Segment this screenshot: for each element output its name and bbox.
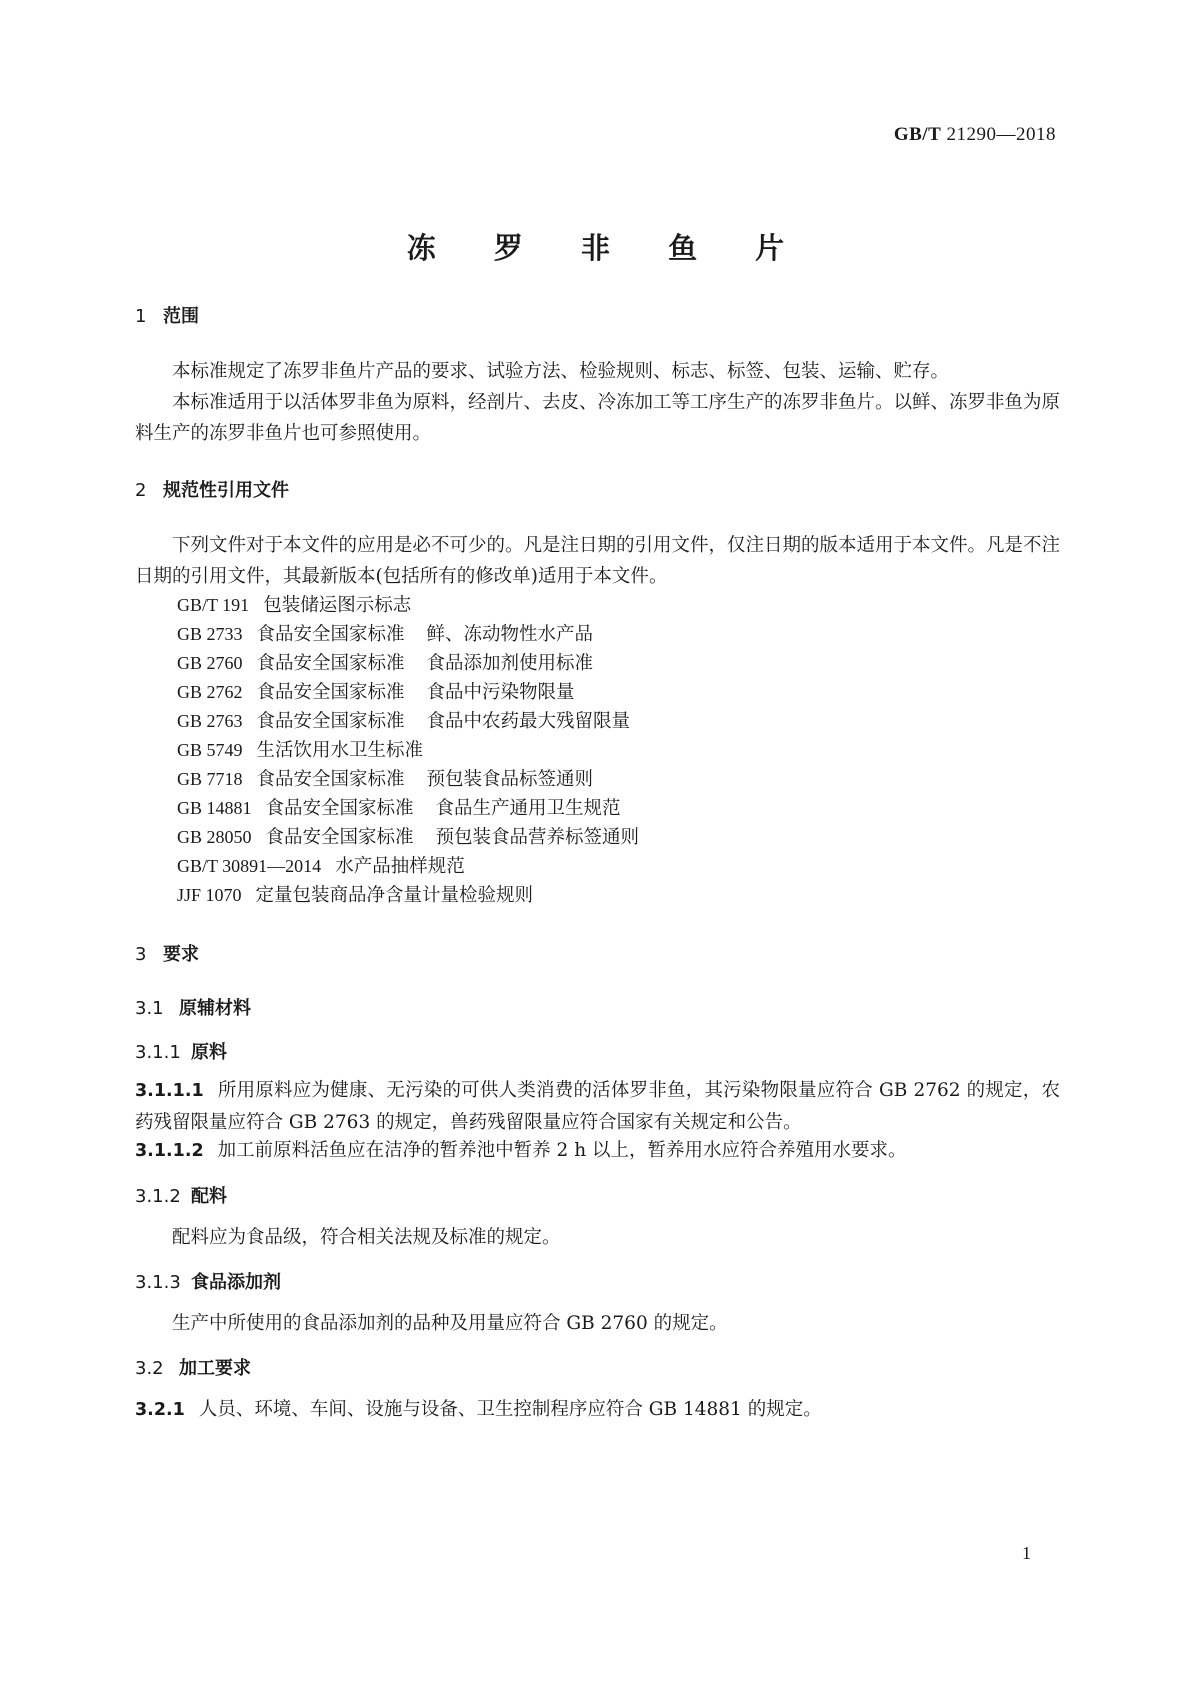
reference-subtitle: 食品中农药最大残留限量 xyxy=(426,711,631,732)
reference-title: 水产品抽样规范 xyxy=(335,856,465,877)
section-3-1-2-number: 3.1.2 xyxy=(135,1186,181,1207)
section-3-1-1-heading xyxy=(135,1038,227,1064)
clause-3-1-1-2 xyxy=(135,1135,1060,1167)
reference-title: 食品安全国家标准 xyxy=(256,682,405,703)
clause-3-1-1-1 xyxy=(135,1075,1060,1138)
reference-item xyxy=(177,793,621,824)
reference-item xyxy=(177,735,423,766)
reference-item xyxy=(177,822,639,853)
page-title: 冻 罗 非 鱼 片 xyxy=(406,231,809,265)
standard-code xyxy=(894,124,1056,146)
reference-subtitle: 鲜、冻动物性水产品 xyxy=(426,624,594,645)
clause-3-2-1-text: 人员、环境、车间、设施与设备、卫生控制程序应符合 GB 14881 的规定。 xyxy=(198,1399,822,1420)
section-3-number: 3 xyxy=(135,944,147,965)
reference-item xyxy=(177,880,533,911)
reference-code: GB 2733 xyxy=(177,624,243,644)
reference-title: 生活饮用水卫生标准 xyxy=(256,740,424,761)
section-3-1-2-heading xyxy=(135,1182,227,1208)
clause-3-1-2-text: 配料应为食品级，符合相关法规及标准的规定。 xyxy=(172,1227,561,1248)
section-3-heading xyxy=(135,940,199,966)
section-1-title: 范围 xyxy=(163,306,199,327)
reference-code: GB 2760 xyxy=(177,653,243,673)
normative-references-intro: 下列文件对于本文件的应用是必不可少的。凡是注日期的引用文件，仅注日期的版本适用于本文件。凡是不注日期的引用文件，其最新版本(包括所有的修改单)适用于本文件。 xyxy=(135,535,1061,587)
reference-item xyxy=(177,590,411,621)
clause-3-2-1-number: 3.2.1 xyxy=(135,1400,185,1420)
reference-item xyxy=(177,648,593,679)
reference-title: 食品安全国家标准 xyxy=(256,711,405,732)
reference-title: 食品安全国家标准 xyxy=(265,798,414,819)
reference-title: 食品安全国家标准 xyxy=(256,624,405,645)
reference-item xyxy=(177,764,593,795)
clause-3-1-1-1-text: 所用原料应为健康、无污染的可供人类消费的活体罗非鱼，其污染物限量应符合 GB 2762 的规定，农药残留限量应符合 GB 2763 的规定，兽药残留限量应符合国家有关规定和公告。 xyxy=(135,1080,1060,1133)
section-3-1-2-title: 配料 xyxy=(191,1186,227,1207)
reference-code: GB 14881 xyxy=(177,798,252,818)
reference-code: GB 5749 xyxy=(177,740,243,760)
reference-title: 食品安全国家标准 xyxy=(265,827,414,848)
reference-subtitle: 食品生产通用卫生规范 xyxy=(435,798,621,819)
reference-item xyxy=(177,677,575,708)
standard-code-prefix: GB/T xyxy=(893,124,942,145)
section-3-2-number: 3.2 xyxy=(135,1358,164,1379)
clause-3-2-1 xyxy=(135,1394,1060,1426)
section-3-title: 要求 xyxy=(163,944,199,965)
reference-title: 包装储运图示标志 xyxy=(263,595,412,616)
section-3-1-3-heading xyxy=(135,1268,281,1294)
reference-subtitle: 食品中污染物限量 xyxy=(426,682,575,703)
scope-paragraph-1: 本标准规定了冻罗非鱼片产品的要求、试验方法、检验规则、标志、标签、包装、运输、贮存。 xyxy=(172,361,950,382)
reference-title: 定量包装商品净含量计量检验规则 xyxy=(255,885,534,906)
section-2-title: 规范性引用文件 xyxy=(163,480,289,501)
reference-code: GB 28050 xyxy=(177,827,252,847)
reference-code: JJF 1070 xyxy=(177,885,242,905)
section-3-2-title: 加工要求 xyxy=(179,1358,251,1379)
reference-item xyxy=(177,619,593,650)
section-3-1-title: 原辅材料 xyxy=(179,998,251,1019)
section-3-1-heading xyxy=(135,994,251,1020)
reference-code: GB/T 30891—2014 xyxy=(177,856,322,876)
reference-title: 食品安全国家标准 xyxy=(256,653,405,674)
scope-paragraph-2: 本标准适用于以活体罗非鱼为原料，经剖片、去皮、冷冻加工等工序生产的冻罗非鱼片。以鲜、冻罗非鱼为原料生产的冻罗非鱼片也可参照使用。 xyxy=(135,392,1061,444)
section-3-1-1-number: 3.1.1 xyxy=(135,1042,181,1063)
section-3-2-heading xyxy=(135,1354,251,1380)
page-number: 1 xyxy=(1022,1543,1031,1563)
section-3-1-1-title: 原料 xyxy=(191,1042,227,1063)
reference-subtitle: 食品添加剂使用标准 xyxy=(426,653,594,674)
section-2-heading xyxy=(135,476,289,502)
reference-subtitle: 预包装食品营养标签通则 xyxy=(435,827,640,848)
section-3-1-number: 3.1 xyxy=(135,998,164,1019)
reference-title: 食品安全国家标准 xyxy=(256,769,405,790)
clause-3-1-3-text: 生产中所使用的食品添加剂的品种及用量应符合 GB 2760 的规定。 xyxy=(172,1313,728,1334)
reference-subtitle: 预包装食品标签通则 xyxy=(426,769,594,790)
reference-item xyxy=(177,706,630,737)
section-1-heading xyxy=(135,302,199,328)
section-3-1-3-title: 食品添加剂 xyxy=(191,1272,281,1293)
reference-code: GB/T 191 xyxy=(177,595,250,615)
section-3-1-3-number: 3.1.3 xyxy=(135,1272,181,1293)
clause-3-1-1-2-text: 加工前原料活鱼应在洁净的暂养池中暂养 2 h 以上，暂养用水应符合养殖用水要求。 xyxy=(217,1140,907,1161)
reference-code: GB 2763 xyxy=(177,711,243,731)
clause-3-1-1-2-number: 3.1.1.2 xyxy=(135,1141,204,1161)
section-2-number: 2 xyxy=(135,480,147,501)
reference-code: GB 7718 xyxy=(177,769,243,789)
reference-item xyxy=(177,851,465,882)
section-1-number: 1 xyxy=(135,306,147,327)
standard-code-number: 21290—2018 xyxy=(946,124,1056,145)
clause-3-1-1-1-number: 3.1.1.1 xyxy=(135,1081,204,1101)
reference-code: GB 2762 xyxy=(177,682,243,702)
